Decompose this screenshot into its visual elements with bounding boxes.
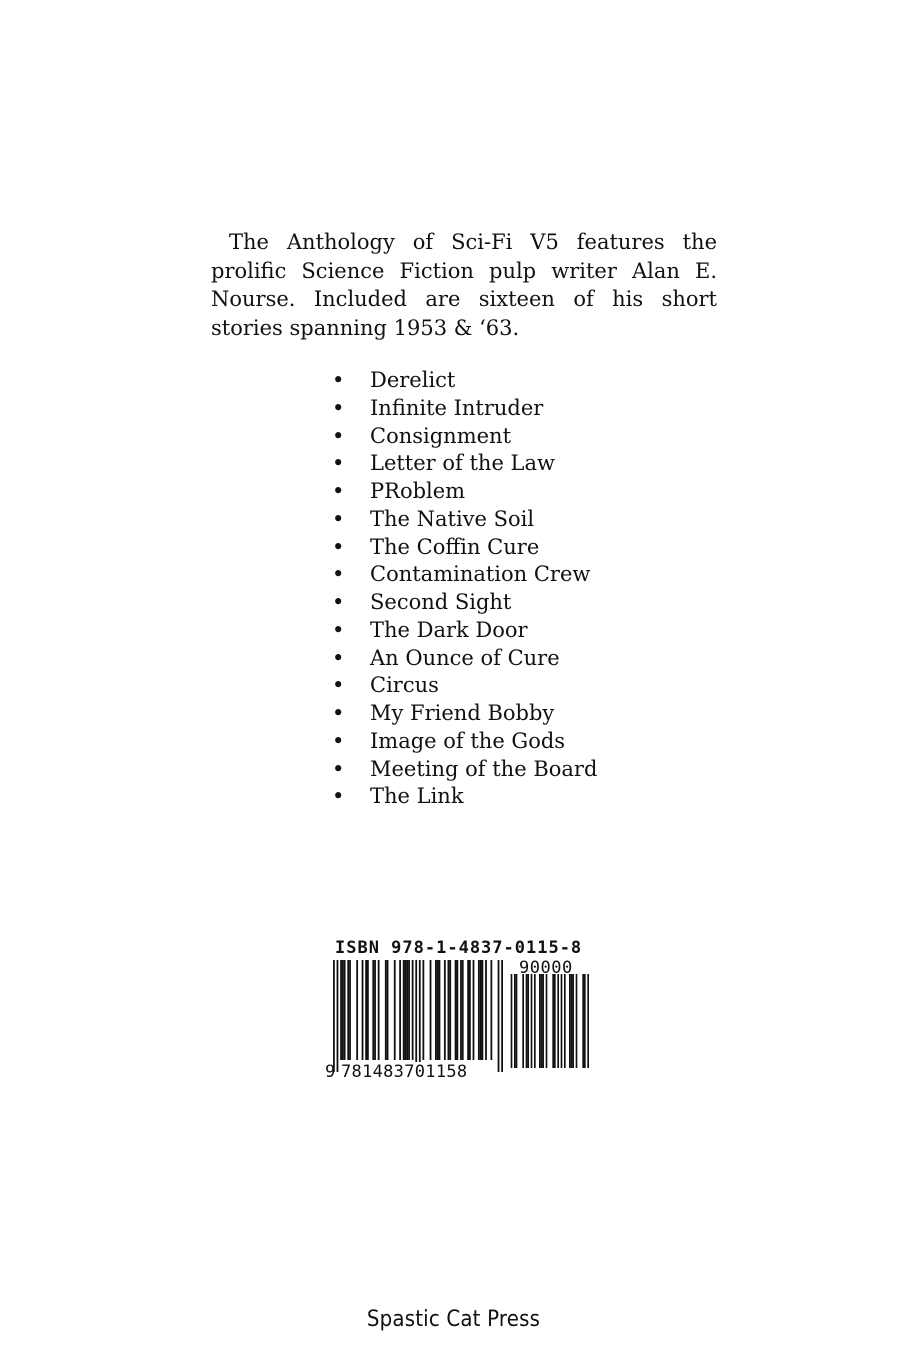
- bullet-icon: •: [332, 479, 345, 503]
- story-title: The Dark Door: [370, 617, 528, 642]
- barcode-bar: [399, 960, 401, 1060]
- bullet-icon: •: [332, 645, 345, 670]
- barcode-bar: [478, 960, 480, 1060]
- barcode-bar: [480, 960, 482, 1060]
- isbn-barcode: [325, 938, 593, 1088]
- barcode-bar: [467, 960, 469, 1060]
- addon-bar: [557, 974, 559, 1068]
- barcode-bar: [349, 960, 351, 1060]
- story-title: Infinite Intruder: [370, 395, 544, 420]
- list-item: [330, 589, 597, 617]
- addon-bar: [514, 974, 516, 1068]
- addon-bar: [572, 974, 574, 1068]
- bullet-icon: •: [332, 534, 345, 559]
- barcode-bar: [485, 960, 487, 1060]
- barcode-bar: [422, 960, 424, 1060]
- story-title: The Link: [370, 784, 464, 809]
- barcode-bar: [342, 960, 344, 1060]
- addon-digits: 90000: [519, 958, 573, 978]
- barcode-bar: [344, 960, 346, 1060]
- ean-barcode-bars: [333, 960, 503, 1072]
- story-title: Contamination Crew: [370, 562, 591, 587]
- barcode-bar: [449, 960, 451, 1060]
- bullet-icon: •: [332, 756, 345, 781]
- bullet-icon: •: [332, 701, 345, 725]
- barcode-bar: [430, 960, 432, 1060]
- addon-bar: [527, 974, 529, 1068]
- addon-bar: [534, 974, 536, 1068]
- publisher-name: Spastic Cat Press: [366, 1307, 541, 1332]
- addon-bar: [511, 974, 513, 1068]
- barcode-bar: [387, 960, 389, 1060]
- ean-first-digit: 9: [325, 1062, 336, 1082]
- addon-bar: [584, 974, 586, 1068]
- addon-bar: [582, 974, 584, 1068]
- list-item: [330, 478, 597, 506]
- list-item: [330, 367, 597, 395]
- list-item: [330, 645, 597, 673]
- barcode-bar: [444, 960, 446, 1060]
- story-title: An Ounce of Cure: [370, 645, 560, 670]
- bullet-icon: •: [332, 617, 345, 642]
- barcode-bar: [415, 960, 417, 1072]
- addon-bar: [564, 974, 566, 1068]
- bullet-icon: •: [332, 451, 345, 476]
- barcode-bar: [419, 960, 421, 1072]
- list-item: [330, 395, 597, 423]
- story-title: Circus: [370, 673, 439, 698]
- bullet-icon: •: [332, 506, 345, 531]
- list-item: [330, 700, 597, 728]
- list-item: [330, 534, 597, 562]
- list-item: [330, 672, 597, 700]
- barcode-bar: [405, 960, 407, 1060]
- barcode-bar: [456, 960, 458, 1060]
- bullet-icon: •: [332, 395, 345, 420]
- barcode-bar: [460, 960, 462, 1060]
- list-item: [330, 783, 597, 811]
- addon-bar: [587, 974, 589, 1068]
- addon-bar: [541, 974, 543, 1068]
- barcode-bar: [403, 960, 405, 1060]
- list-item: [330, 561, 597, 589]
- barcode-bar: [374, 960, 376, 1060]
- story-title: The Coffin Cure: [370, 534, 540, 559]
- barcode-bar: [482, 960, 484, 1060]
- barcode-bar: [340, 960, 342, 1060]
- ean-digits: 781483701158: [341, 1062, 468, 1082]
- addon-bar: [542, 974, 544, 1068]
- barcode-bar: [473, 960, 475, 1060]
- list-item: [330, 423, 597, 451]
- isbn-label: ISBN 978-1-4837-0115-8: [335, 938, 583, 958]
- bullet-icon: •: [332, 423, 345, 448]
- barcode-bar: [367, 960, 369, 1060]
- barcode-bar: [333, 960, 335, 1072]
- bullet-icon: •: [332, 784, 345, 809]
- barcode-bar: [435, 960, 437, 1060]
- addon-bar: [576, 974, 578, 1068]
- addon-bar: [561, 974, 563, 1068]
- barcode-bar: [439, 960, 441, 1060]
- addon-bar: [539, 974, 541, 1068]
- bullet-icon: •: [332, 562, 345, 587]
- bullet-icon: •: [332, 590, 345, 614]
- bullet-icon: •: [332, 673, 345, 698]
- story-list: [330, 367, 597, 811]
- addon-bar: [522, 974, 524, 1068]
- addon-bar: [571, 974, 573, 1068]
- barcode-bar: [455, 960, 457, 1060]
- list-item: [330, 450, 597, 478]
- barcode-bar: [501, 960, 503, 1072]
- story-title: The Native Soil: [370, 506, 535, 531]
- barcode-bar: [498, 960, 500, 1072]
- addon-bar: [516, 974, 518, 1068]
- story-title: Consignment: [370, 423, 512, 448]
- barcode-bar: [394, 960, 396, 1060]
- barcode-bar: [372, 960, 374, 1060]
- barcode-bar: [408, 960, 410, 1060]
- story-title: Derelict: [370, 368, 456, 392]
- barcode-bar: [347, 960, 349, 1060]
- barcode-bar: [437, 960, 439, 1060]
- bullet-icon: •: [332, 368, 345, 392]
- barcode-bar: [412, 960, 414, 1060]
- blurb-text: The Anthology of Sci-Fi V5 features the prolific Science Fiction pulp writer Alan E. Nourse. Included are sixteen of his short stories spanning 1953 & ‘63.: [211, 230, 717, 340]
- barcode-bar: [378, 960, 380, 1060]
- addon-bar: [569, 974, 571, 1068]
- addon-bar: [554, 974, 556, 1068]
- story-title: Image of the Gods: [370, 728, 566, 753]
- story-title: Letter of the Law: [370, 451, 555, 476]
- story-title: My Friend Bobby: [370, 701, 555, 725]
- list-item: [330, 506, 597, 534]
- list-item: [330, 756, 597, 784]
- addon-bar: [531, 974, 533, 1068]
- barcode-bar: [448, 960, 450, 1060]
- addon-bar: [526, 974, 528, 1068]
- barcode-bar: [406, 960, 408, 1060]
- barcode-bar: [462, 960, 464, 1060]
- list-item: [330, 728, 597, 756]
- addon-bar: [546, 974, 548, 1068]
- story-title: Meeting of the Board: [370, 756, 598, 781]
- barcode-bar: [385, 960, 387, 1060]
- barcode-bar: [337, 960, 339, 1072]
- barcode-bar: [469, 960, 471, 1060]
- bullet-icon: •: [332, 728, 345, 753]
- barcode-bar: [356, 960, 358, 1060]
- list-item: [330, 617, 597, 645]
- barcode-bar: [490, 960, 492, 1060]
- barcode-bar: [362, 960, 364, 1060]
- story-title: PRoblem: [370, 479, 466, 503]
- story-title: Second Sight: [370, 590, 512, 614]
- addon-barcode-bars: [509, 974, 589, 1068]
- barcode-bar: [365, 960, 367, 1060]
- addon-bar: [552, 974, 554, 1068]
